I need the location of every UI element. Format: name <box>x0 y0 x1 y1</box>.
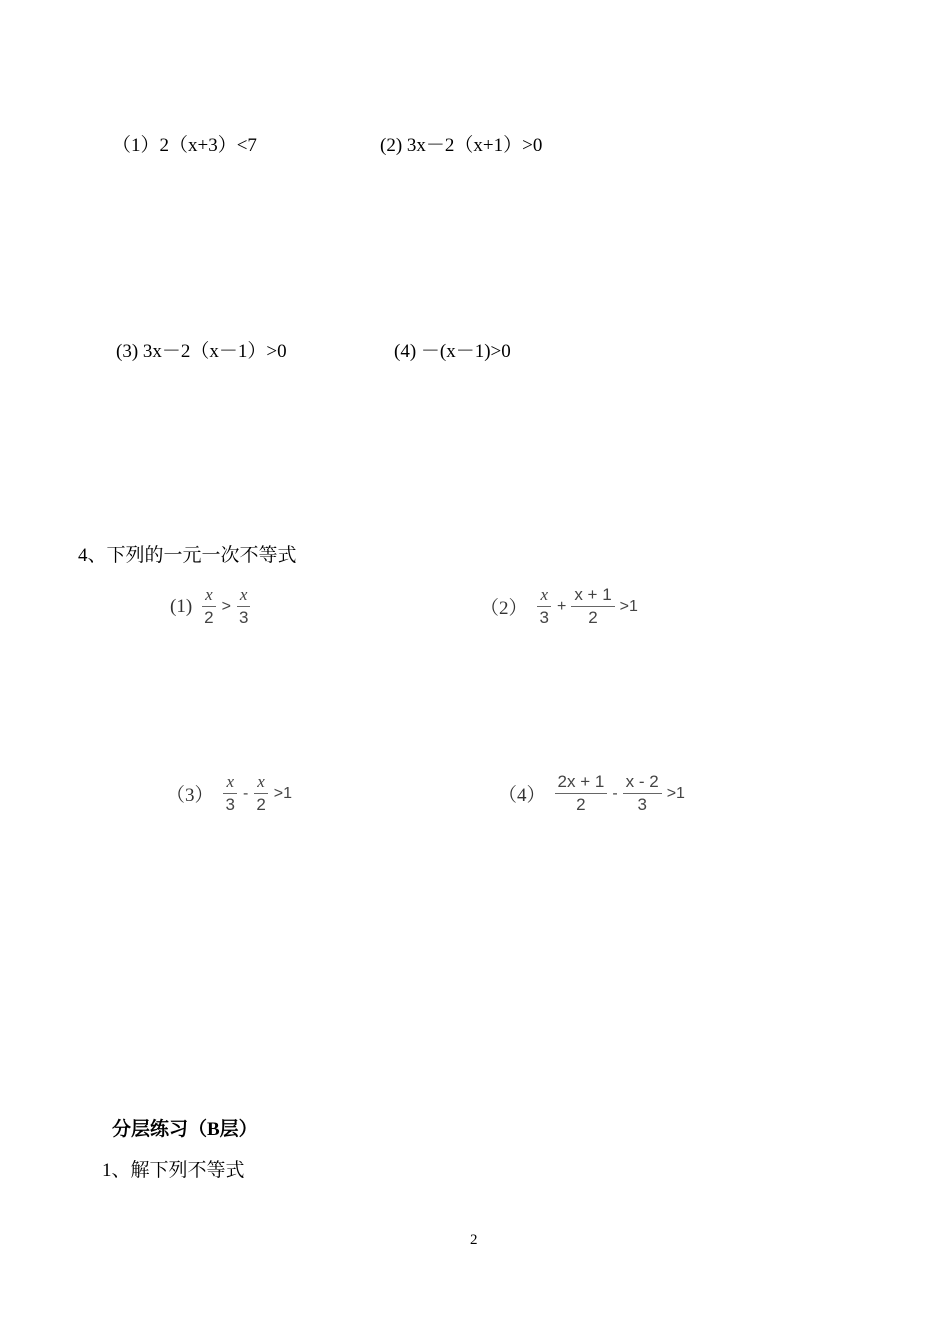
problem-3: (3) 3x－2（x－1）>0 <box>116 341 287 362</box>
q3-operator: - <box>242 784 249 802</box>
section-4-title: 4、下列的一元一次不等式 <box>78 545 297 566</box>
inequality-q4 <box>498 771 687 816</box>
q3-f2-denominator: 2 <box>256 795 266 814</box>
q2-f1-denominator: 3 <box>539 608 549 627</box>
q4-operator: - <box>612 784 618 802</box>
q4-label: （4） <box>498 785 546 806</box>
q1-operator: > <box>221 597 231 615</box>
q2-f2-numerator: x + 1 <box>571 584 614 607</box>
section-b-title: 分层练习（B层） <box>112 1119 258 1140</box>
q2-operator: + <box>556 597 567 615</box>
q4-f2-numerator: x - 2 <box>623 771 662 794</box>
q3-f1-numerator: x <box>223 771 237 794</box>
problem-4: (4) －(x－1)>0 <box>394 341 511 362</box>
q4-f2-denominator: 3 <box>637 795 647 814</box>
inequality-q3 <box>166 771 294 816</box>
q4-f1-numerator: 2x + 1 <box>555 771 608 794</box>
q2-label: （2） <box>480 598 528 619</box>
section-b-item-1: 1、解下列不等式 <box>102 1160 245 1181</box>
q3-f2-numerator: x <box>254 771 268 794</box>
inequality-q2 <box>480 584 640 629</box>
page-number: 2 <box>470 1232 478 1248</box>
q1-label: (1) <box>170 595 193 617</box>
q2-fraction-left <box>537 584 552 629</box>
q4-fraction-left <box>555 771 608 816</box>
q1-fraction-left <box>201 584 216 629</box>
problem-2: (2) 3x－2（x+1）>0 <box>380 135 543 156</box>
q3-rhs: >1 <box>273 784 293 802</box>
q1-f2-numerator: x <box>237 584 251 607</box>
q3-fraction-left <box>223 771 238 816</box>
q4-f1-denominator: 2 <box>576 795 586 814</box>
q1-f1-denominator: 2 <box>204 608 214 627</box>
problem-1: （1）2（x+3）<7 <box>112 135 257 156</box>
q3-fraction-right <box>253 771 268 816</box>
q4-rhs: >1 <box>666 784 685 802</box>
q2-f2-denominator: 2 <box>588 608 598 627</box>
q2-fraction-right <box>571 584 614 629</box>
q4-fraction-right <box>623 771 662 816</box>
q1-f1-numerator: x <box>202 584 216 607</box>
q1-f2-denominator: 3 <box>238 608 249 627</box>
q3-label: （3） <box>166 785 214 806</box>
q2-f1-numerator: x <box>537 584 551 607</box>
inequality-q1 <box>170 584 254 629</box>
q1-fraction-right <box>236 584 251 629</box>
q2-rhs: >1 <box>619 597 638 615</box>
q3-f1-denominator: 3 <box>225 795 235 814</box>
